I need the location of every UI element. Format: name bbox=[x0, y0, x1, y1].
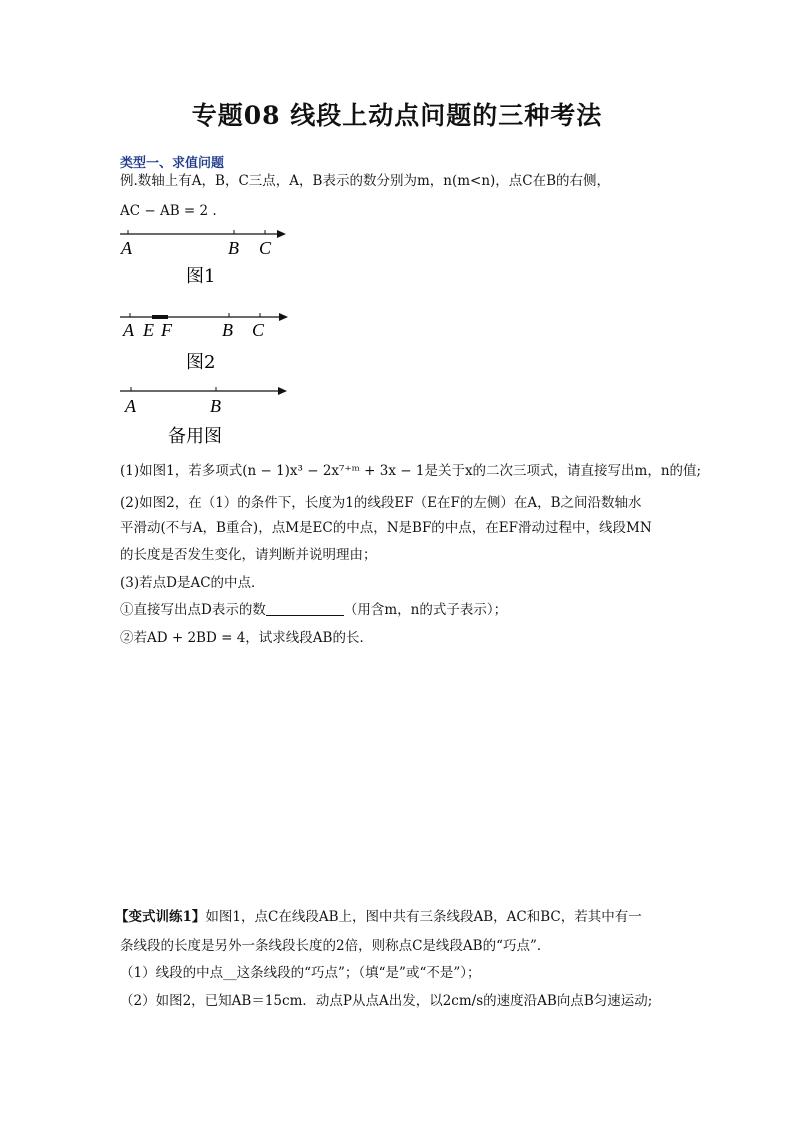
answer-blank[interactable] bbox=[266, 602, 344, 616]
page-title: 专题08 线段上动点问题的三种考法 bbox=[191, 101, 603, 130]
question-3: (3)若点D是AC的中点． bbox=[120, 575, 265, 591]
fig2-label-e: E bbox=[143, 320, 154, 340]
question-3a bbox=[120, 601, 507, 619]
question-2-line-1: (2)如图2，在（1）的条件下，长度为1的线段EF（E在F的左侧）在A，B之间沿数轴水 bbox=[120, 495, 642, 511]
fig2-label-b: B bbox=[222, 320, 233, 340]
question-3b: ②若AD + 2BD = 4，试求线段AB的长． bbox=[120, 630, 373, 646]
question-2-line-2: 平滑动(不与A，B重合)，点M是EC的中点，N是BF的中点，在EF滑动过程中，线段MN bbox=[120, 520, 652, 536]
question-2-line-3: 的长度是否发生变化，请判断并说明理由； bbox=[120, 547, 377, 563]
fig1-label-a: A bbox=[121, 238, 132, 258]
question-3a-suffix: （用含m，n的式子表示）； bbox=[343, 602, 508, 618]
example-line-2: AC − AB = 2 . bbox=[120, 203, 217, 219]
variant-text-1: 如图1，点C在线段AB上，图中共有三条线段AB，AC和BC，若其中有一 bbox=[205, 909, 642, 925]
section-heading: 类型一、求值问题 bbox=[120, 156, 225, 171]
fig3-label-a: A bbox=[125, 396, 136, 416]
question-1: (1)如图1，若多项式(n − 1)x³ − 2x⁷⁺ᵐ + 3x − 1是关于x的二次三项式，请直接写出m，n的值; bbox=[120, 463, 702, 479]
fig2-caption: 图2 bbox=[186, 352, 216, 373]
fig1-caption: 图1 bbox=[186, 266, 216, 287]
fig2-label-c: C bbox=[252, 320, 265, 340]
fig3-caption: 备用图 bbox=[168, 426, 222, 447]
number-line-figures bbox=[0, 0, 794, 460]
fig3-label-b: B bbox=[210, 396, 221, 416]
figure-1-number-line bbox=[120, 230, 286, 287]
question-3a-prefix: ①直接写出点D表示的数 bbox=[120, 602, 266, 618]
spare-figure-number-line bbox=[120, 387, 287, 447]
fig1-label-b: B bbox=[228, 238, 239, 258]
fig2-label-f: F bbox=[161, 320, 172, 340]
example-line-1: 例.数轴上有A，B，C三点，A，B表示的数分别为m，n(m<n)，点C在B的右侧， bbox=[120, 173, 611, 189]
fig1-label-c: C bbox=[259, 238, 272, 258]
variant-line-4: （2）如图2，已知AB＝15cm．动点P从点A出发，以2cm/s的速度沿AB向点B匀速运动; bbox=[120, 993, 653, 1009]
variant-line-3: （1）线段的中点__这条线段的“巧点”；（填“是”或“不是”）； bbox=[120, 965, 481, 981]
variant-line-1 bbox=[115, 908, 642, 926]
figure-2-number-line bbox=[120, 313, 288, 373]
variant-line-2: 条线段的长度是另外一条线段长度的2倍，则称点C是线段AB的“巧点”． bbox=[120, 938, 551, 954]
variant-tag: 【变式训练1】 bbox=[115, 909, 206, 925]
fig2-label-a: A bbox=[123, 320, 134, 340]
